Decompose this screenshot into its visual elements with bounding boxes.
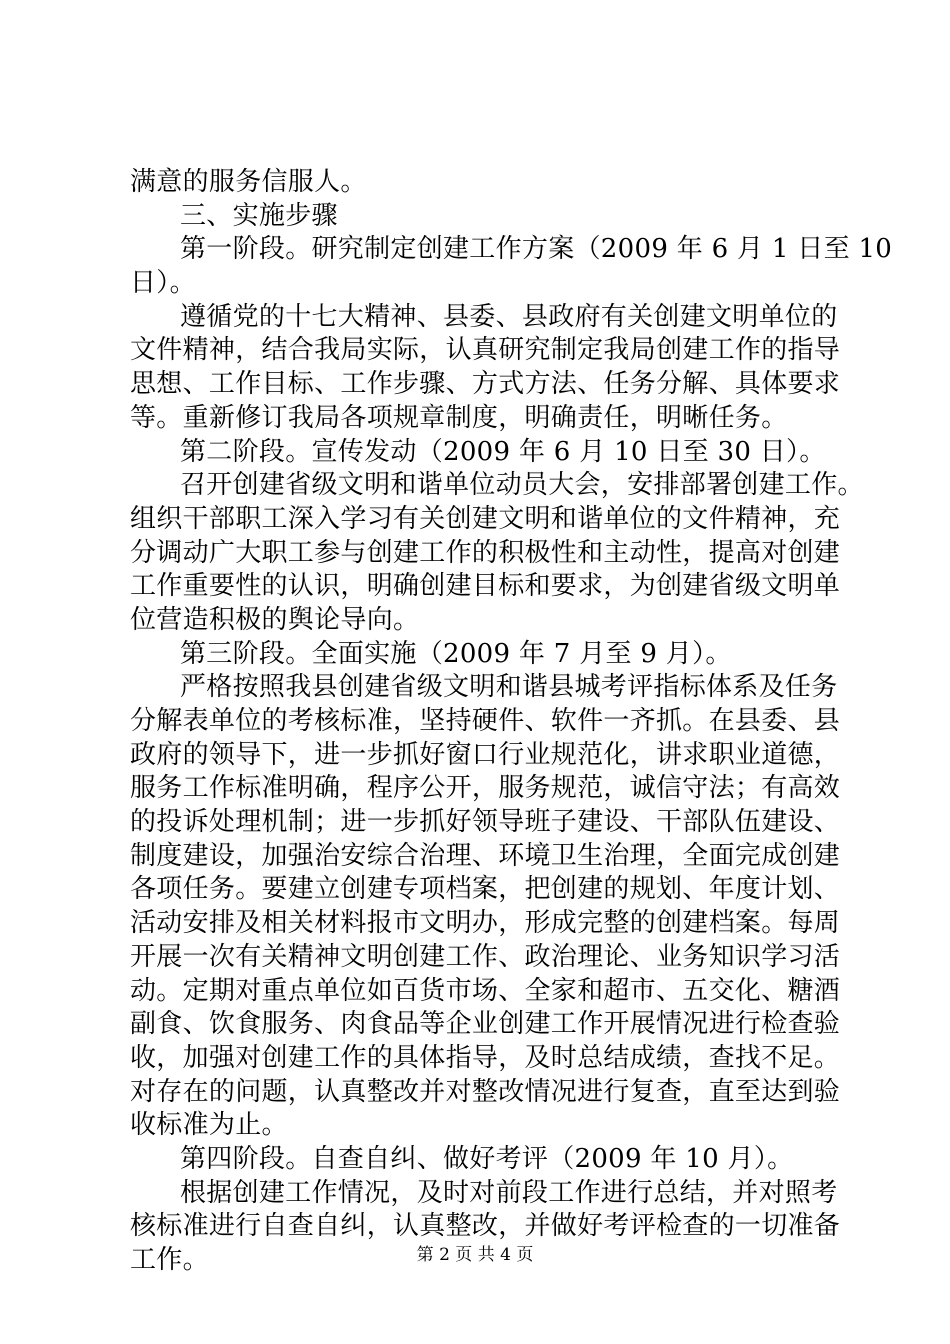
text-line: 副食、饮食服务、肉食品等企业创建工作开展情况进行检查验 <box>130 1009 841 1040</box>
document-body <box>130 166 893 1278</box>
text-line: 严格按照我县创建省级文明和谐县城考评指标体系及任务 <box>180 672 838 703</box>
text-line: 根据创建工作情况，及时对前段工作进行总结，并对照考 <box>180 1177 838 1208</box>
text-line: 开展一次有关精神文明创建工作、政治理论、业务知识学习活 <box>130 941 841 972</box>
text-line: 分解表单位的考核标准，坚持硬件、软件一齐抓。在县委、县 <box>130 706 841 736</box>
text-line: 动。定期对重点单位如百货市场、全家和超市、五交化、糖酒 <box>130 975 841 1006</box>
text-line: 第三阶段。全面实施（2009 年 7 月至 9 月）。 <box>180 638 732 669</box>
text-line: 第一阶段。研究制定创建工作方案（2009 年 6 月 1 日至 10 <box>180 234 893 265</box>
text-line: 日）。 <box>130 268 196 299</box>
text-line: 工作重要性的认识，明确创建目标和要求，为创建省级文明单 <box>130 571 841 602</box>
text-line: 位营造积极的舆论导向。 <box>130 604 420 635</box>
text-line: 组织干部职工深入学习有关创建文明和谐单位的文件精神，充 <box>130 503 841 534</box>
text-line: 满意的服务信服人。 <box>130 167 367 197</box>
text-line: 工作。 <box>130 1245 209 1275</box>
text-line: 分调动广大职工参与创建工作的积极性和主动性，提高对创建 <box>130 537 841 568</box>
text-line: 收标准为止。 <box>130 1110 288 1141</box>
text-line: 活动安排及相关材料报市文明办，形成完整的创建档案。每周 <box>130 908 841 939</box>
text-line: 文件精神，结合我局实际，认真研究制定我局创建工作的指导 <box>130 335 841 366</box>
text-line: 三、实施步骤 <box>180 200 338 231</box>
text-line: 等。重新修订我局各项规章制度，明确责任，明晰任务。 <box>130 402 788 433</box>
text-line: 遵循党的十七大精神、县委、县政府有关创建文明单位的 <box>180 301 838 332</box>
page-number: 第 2 页 共 4 页 <box>416 1245 534 1265</box>
text-line: 对存在的问题，认真整改并对整改情况进行复查，直至达到验 <box>130 1076 841 1107</box>
text-line: 政府的领导下，进一步抓好窗口行业规范化，讲求职业道德， <box>130 739 841 770</box>
text-line: 召开创建省级文明和谐单位动员大会，安排部署创建工作。 <box>180 470 864 501</box>
text-line: 收，加强对创建工作的具体指导，及时总结成绩，查找不足。 <box>130 1042 841 1073</box>
text-line: 核标准进行自查自纠，认真整改，并做好考评检查的一切准备 <box>130 1211 841 1242</box>
text-line: 各项任务。要建立创建专项档案，把创建的规划、年度计划、 <box>130 874 841 905</box>
page-footer <box>0 1244 950 1266</box>
text-line: 第四阶段。自查自纠、做好考评（2009 年 10 月）。 <box>180 1143 794 1174</box>
text-line: 制度建设，加强治安综合治理、环境卫生治理，全面完成创建 <box>130 840 841 871</box>
text-line: 服务工作标准明确，程序公开，服务规范，诚信守法；有高效 <box>130 773 841 804</box>
text-line: 的投诉处理机制；进一步抓好领导班子建设、干部队伍建设、 <box>130 807 841 838</box>
text-line: 思想、工作目标、工作步骤、方式方法、任务分解、具体要求 <box>130 369 841 400</box>
text-line: 第二阶段。宣传发动（2009 年 6 月 10 日至 30 日）。 <box>180 436 826 467</box>
